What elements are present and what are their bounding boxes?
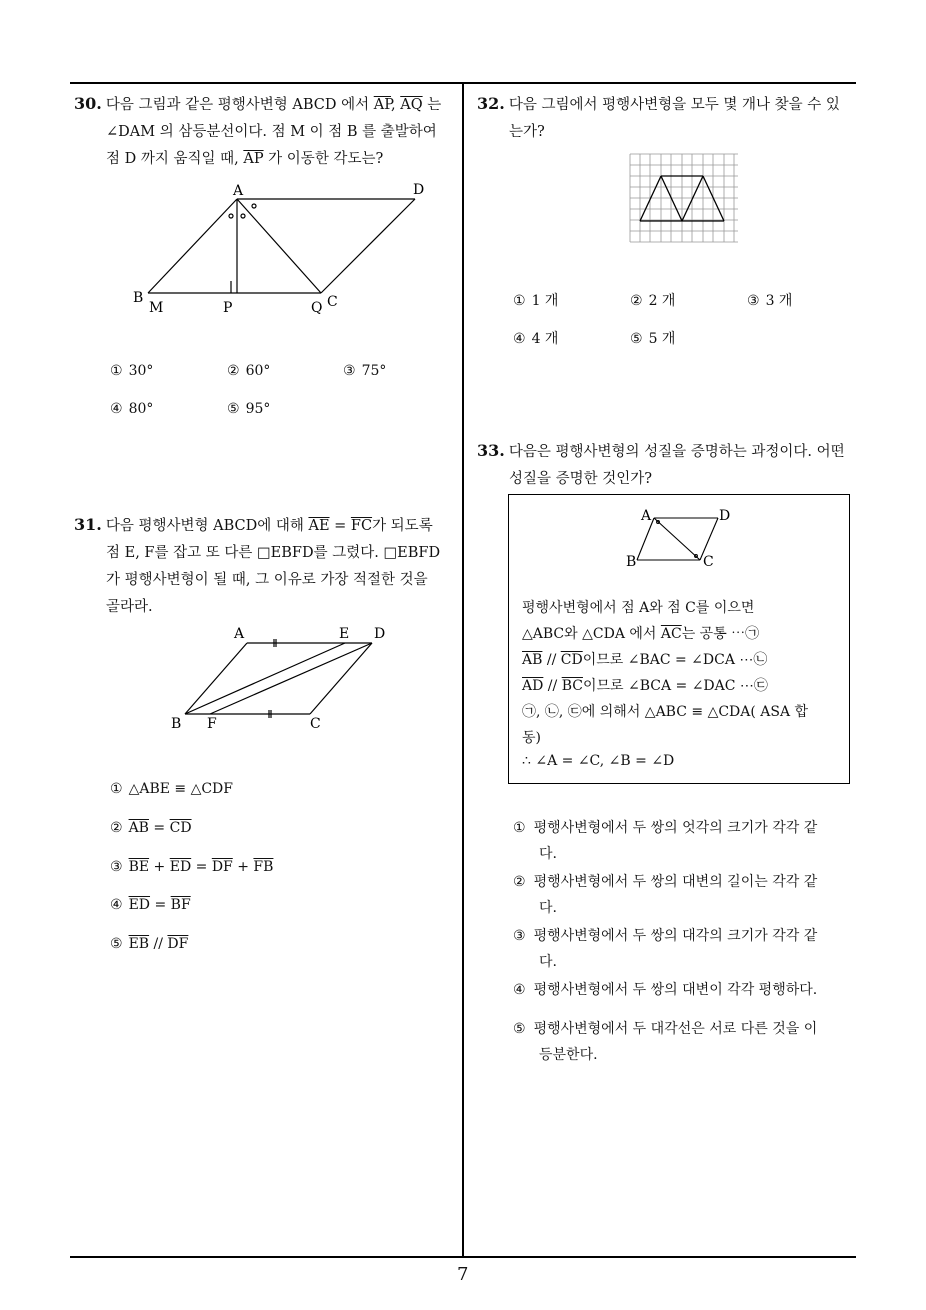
q33-choice-3[interactable] [513,923,853,975]
question-30-number: 30. [74,94,102,113]
operator: = [148,820,170,836]
question-32-line-2: 는가? [509,124,545,140]
q31-choice-2[interactable] [110,820,192,836]
q32-choice-2[interactable] [630,290,675,310]
choice-text: 평행사변형에서 두 대각선은 서로 다른 것을 이 [533,1021,818,1037]
question-31-number: 31. [74,515,102,534]
question-31-line-1a: 다음 평행사변형 ABCD에 대해 [105,518,309,534]
label-a: A [641,508,652,524]
label-b: B [171,716,182,732]
side-dc [321,199,415,293]
q30-parallelogram-figure [125,178,435,318]
segment-df: $\overline{DF}$ [167,936,189,952]
segment-df: $\overline{DF}$ [211,859,233,875]
label-d: D [719,508,731,524]
proof-text: △ABC와 △CDA 에서 [522,626,661,642]
proof-text: 이므로 ∠BCA = ∠DAC ⋯㉢ [582,678,768,694]
choice-text: 4 개 [531,331,559,347]
proof-text: 는 공통 ⋯㉠ [681,626,760,642]
question-30-line-3b: 가 이동한 각도는? [263,151,384,167]
choice-text: 2 개 [648,293,676,309]
question-33-text: 다음은 평행사변형의 성질을 증명하는 과정이다. 어떤 [508,444,845,460]
choice-text-cont: 다. [539,954,557,970]
choice-text: 95° [245,401,271,417]
q30-choice-4[interactable] [110,401,153,417]
choice-text: 30° [128,363,154,379]
side-dc [310,643,372,714]
q32-choice-5[interactable] [630,328,675,348]
q30-choice-2[interactable] [227,363,270,379]
choice-text-cont: 다. [539,900,557,916]
operator: // [149,936,168,952]
question-32-line-1 [477,90,862,119]
segment-ae: $\overline{AE}$ [308,518,330,534]
q30-choice-3[interactable] [343,363,386,379]
question-31-line-2: 점 E, F를 잡고 또 다른 □EBFD를 그렸다. □EBFD [106,545,441,561]
label-f: F [207,716,217,732]
segment-eb: $\overline{EB}$ [128,936,150,952]
operator: = [150,897,171,913]
label-d: D [413,182,425,198]
question-31-line-4: 골라라. [106,599,153,615]
segment-bc: $\overline{BC}$ [561,678,583,694]
segment-ad: $\overline{AD}$ [522,678,544,694]
segment-ac: $\overline{AC}$ [660,626,682,642]
proof-text: 이므로 ∠BAC = ∠DCA ⋯㉡ [582,652,768,668]
q33-choice-1[interactable] [513,815,853,867]
side-ba [637,518,654,560]
label-a: A [234,626,245,642]
choice-text: △ABE ≡ △CDF [128,781,233,797]
question-33-number: 33. [477,441,505,460]
question-33 [477,437,862,493]
label-c: C [327,294,338,310]
choice-text: 평행사변형에서 두 쌍의 엇각의 크기가 각각 같 [533,820,818,836]
q33-choice-2[interactable] [513,869,853,921]
label-b: B [133,290,144,306]
q32-choice-3[interactable] [747,290,792,310]
proof-line-7: ∴ ∠A = ∠C, ∠B = ∠D [522,753,675,769]
segment-ap: $\overline{AP}$ [373,97,392,113]
label-b: B [626,554,637,570]
q32-choice-4[interactable] [513,328,558,348]
question-32-number: 32. [477,94,505,113]
q30-choice-1[interactable] [110,363,153,379]
choice-mark: ④ [513,331,526,347]
question-33-line-2: 성질을 증명한 것인가? [509,471,653,487]
q31-choice-3[interactable] [110,859,273,875]
parallel: // [542,652,561,668]
choice-text: 평행사변형에서 두 쌍의 대변의 길이는 각각 같 [533,874,818,890]
grid-lines [630,154,738,242]
operator: + [232,859,254,875]
choice-mark: ④ [110,401,123,417]
choice-text: 1 개 [531,293,559,309]
choice-mark: ⑤ [513,1021,526,1037]
proof-line-3 [522,649,767,669]
segment-fc: $\overline{FC}$ [350,518,373,534]
choice-mark: ① [110,363,123,379]
choice-mark: ⑤ [630,331,643,347]
q31-choice-1[interactable] [110,781,233,797]
operator: = [191,859,212,875]
segment-aq-line [237,199,321,293]
segment-fb: $\overline{FB}$ [253,859,274,875]
label-p: P [223,300,233,316]
label-c: C [310,716,321,732]
label-q: Q [311,300,323,316]
choice-text: 80° [128,401,154,417]
choice-mark: ⑤ [110,936,123,952]
q31-parallelogram-figure [165,622,405,737]
angle-mark-1 [229,214,233,218]
question-31-line-3: 가 평행사변형이 될 때, 그 이유로 가장 적절한 것을 [106,572,428,588]
label-d: D [374,626,386,642]
proof-line-6: 동) [522,730,541,746]
choice-text-cont: 다. [539,846,557,862]
q30-choice-5[interactable] [227,401,270,417]
proof-line-5: ㉠, ㉡, ㉢에 의해서 △ABC ≡ △CDA( ASA 합 [522,704,809,720]
question-33-line-1 [477,437,862,466]
operator: + [149,859,170,875]
segment-aq: $\overline{AQ}$ [400,97,423,113]
choice-mark: ② [227,363,240,379]
q32-grid-figure [628,152,740,244]
segment-be [185,643,345,714]
label-m: M [149,300,164,316]
choice-mark: ③ [343,363,356,379]
choice-text: 3 개 [765,293,793,309]
proof-line-1: 평행사변형에서 점 A와 점 C를 이으면 [522,600,755,616]
choice-mark: ③ [747,293,760,309]
segment-fd [210,643,372,714]
q33-choice-5[interactable] [513,1016,853,1068]
choice-mark: ④ [513,982,526,998]
bottom-rule [70,1256,856,1258]
question-30-text: 다음 그림과 같은 평행사변형 ABCD 에서 [105,97,374,113]
segment-be: $\overline{BE}$ [128,859,150,875]
choice-mark: ① [513,293,526,309]
page-number: 7 [457,1264,469,1285]
question-31-line-1 [74,511,459,540]
question-31 [74,511,459,621]
choice-mark: ③ [513,928,526,944]
label-e: E [339,626,350,642]
choice-mark: ② [110,820,123,836]
proof-line-4 [522,675,768,695]
segment-ed: $\overline{ED}$ [128,897,151,913]
angle-mark-3 [252,204,256,208]
segment-cd: $\overline{CD}$ [169,820,192,836]
diagonal-ac [654,518,700,560]
segment-bf: $\overline{BF}$ [170,897,191,913]
q33-choice-4[interactable] [513,977,853,1003]
q32-choice-1[interactable] [513,290,558,310]
question-30-line-1 [74,90,459,119]
question-32 [477,90,862,146]
choice-text-cont: 등분한다. [539,1047,598,1063]
column-divider [462,82,464,1257]
segment-ab: $\overline{AB}$ [522,652,543,668]
choice-text: 75° [361,363,387,379]
q31-choice-5[interactable] [110,936,188,952]
choice-text: 5 개 [648,331,676,347]
angle-mark-2 [241,214,245,218]
choice-text: 평행사변형에서 두 쌍의 대각의 크기가 각각 같 [533,928,818,944]
question-30-line-3a: 점 D 까지 움직일 때, [106,151,244,167]
segment-cd: $\overline{CD}$ [560,652,583,668]
question-31-line-1b: 가 되도록 [372,518,433,534]
comma: , [391,97,401,113]
choice-text: 60° [245,363,271,379]
label-c: C [703,554,714,570]
question-30-line-2: ∠DAM 의 삼등분선이다. 점 M 이 점 B 를 출발하여 [106,124,437,140]
segment-ab: $\overline{AB}$ [128,820,149,836]
label-a: A [233,183,244,199]
q31-choice-4[interactable] [110,897,191,913]
segment-ap-2: $\overline{AP}$ [243,151,264,167]
side-ba [185,643,247,714]
choice-mark: ② [513,874,526,890]
question-30-line-3 [74,146,459,173]
proof-line-2 [522,623,759,643]
segment-ed: $\overline{ED}$ [169,859,192,875]
choice-mark: ① [110,781,123,797]
choice-mark: ⑤ [227,401,240,417]
choice-text: 평행사변형에서 두 쌍의 대변이 각각 평행하다. [533,982,818,998]
question-32-text: 다음 그림에서 평행사변형을 모두 몇 개나 찾을 수 있 [508,97,840,113]
choice-mark: ④ [110,897,123,913]
side-ab [148,199,237,293]
parallel: // [543,678,562,694]
equals: = [329,518,351,534]
choice-mark: ③ [110,859,123,875]
question-30 [74,90,459,173]
q33-parallelogram-figure [620,502,740,574]
choice-mark: ① [513,820,526,836]
choice-mark: ② [630,293,643,309]
question-30-text-end: 는 [422,97,442,113]
